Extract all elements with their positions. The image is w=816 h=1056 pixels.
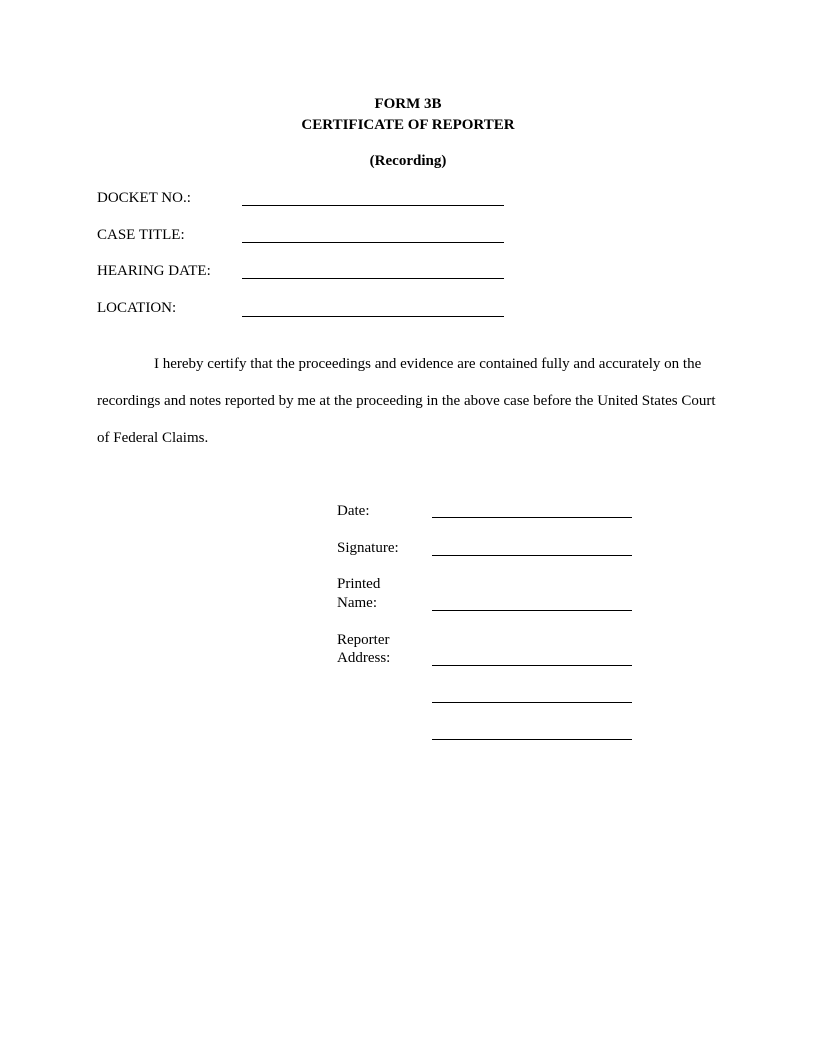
case-title-field[interactable] <box>242 242 504 243</box>
location-label: LOCATION: <box>97 300 177 316</box>
date-label: Date: <box>337 503 370 519</box>
reporter-address-label-line1: Reporter <box>337 632 390 648</box>
reporter-address-field-line3[interactable] <box>432 739 632 740</box>
reporter-address-field-line2[interactable] <box>432 702 632 703</box>
form-title: CERTIFICATE OF REPORTER <box>301 117 515 133</box>
printed-name-field[interactable] <box>432 610 632 611</box>
signature-field[interactable] <box>432 555 632 556</box>
hearing-date-field[interactable] <box>242 278 504 279</box>
form-subtitle: (Recording) <box>369 153 447 169</box>
form-number: FORM 3B <box>374 96 442 112</box>
certification-paragraph: I hereby certify that the proceedings and evidence are contained fully and accurately on the recordings and notes reported by me at the proceeding in the above case before the United States Court of Federal Claims. <box>97 356 716 446</box>
printed-name-label-line1: Printed <box>337 576 381 592</box>
reporter-address-field-line1[interactable] <box>432 665 632 666</box>
docket-number-label: DOCKET NO.: <box>97 190 191 206</box>
signature-label: Signature: <box>337 540 399 556</box>
hearing-date-label: HEARING DATE: <box>97 263 211 279</box>
printed-name-label-line2: Name: <box>337 595 377 611</box>
date-field[interactable] <box>432 517 632 518</box>
docket-number-field[interactable] <box>242 205 504 206</box>
case-title-label: CASE TITLE: <box>97 227 185 243</box>
reporter-address-label-line2: Address: <box>337 650 391 666</box>
location-field[interactable] <box>242 316 504 317</box>
